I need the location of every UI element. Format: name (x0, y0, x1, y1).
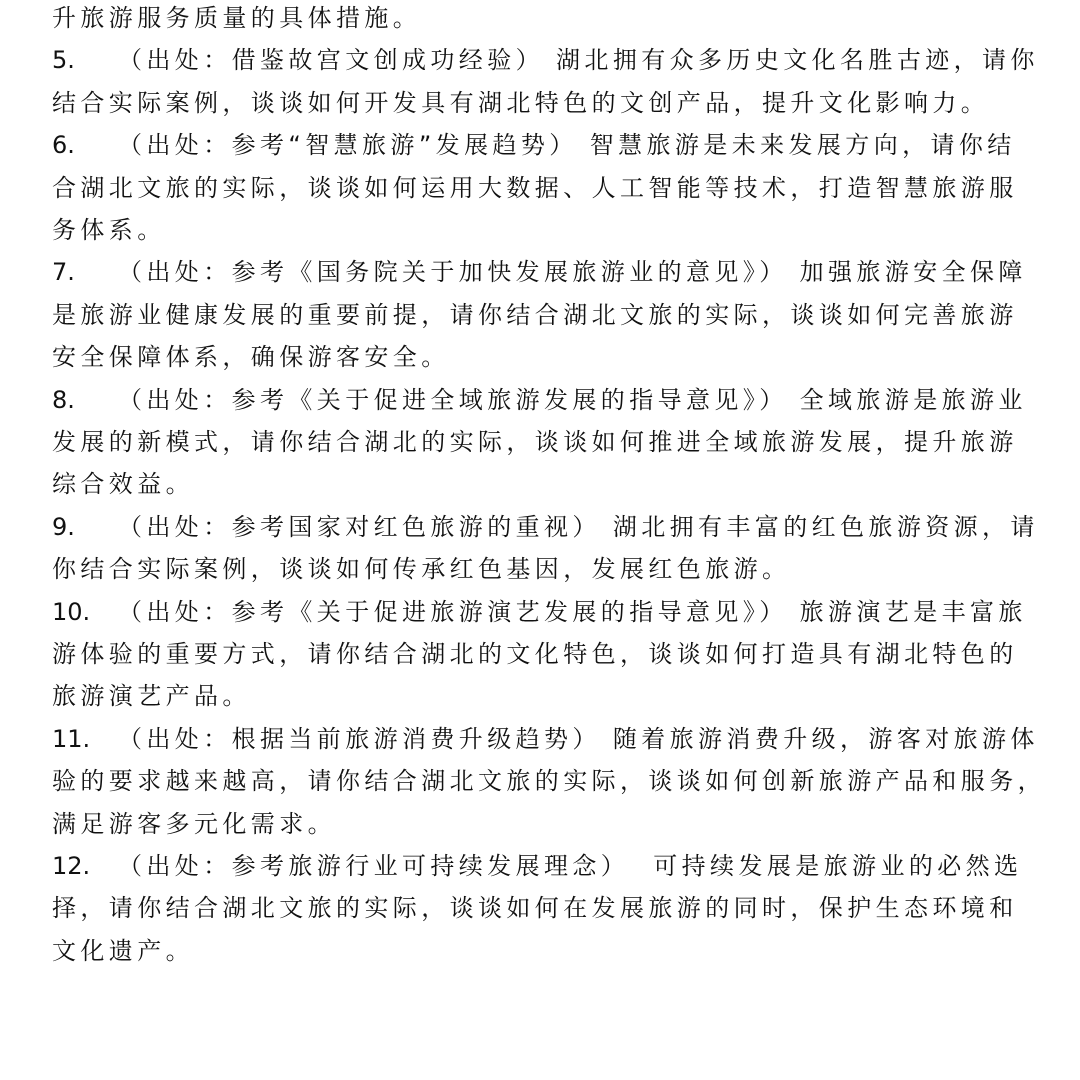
item-text-line: 是旅游业健康发展的重要前提，请你结合湖北文旅的实际，谈谈如何完善旅游 (52, 300, 1018, 329)
item-source-line: （出处：参考《关于促进全域旅游发展的指导意见》） 全域旅游是旅游业 (118, 385, 1027, 414)
item-source-line: （出处：借鉴故宫文创成功经验） 湖北拥有众多历史文化名胜古迹，请你 (118, 46, 1039, 75)
item-source-line: （出处：参考《国务院关于加快发展旅游业的意见》） 加强旅游安全保障 (118, 258, 1027, 287)
item-number: 12. (52, 852, 91, 880)
item-number: 9. (52, 512, 75, 541)
item-text-line: 文化遗产。 (52, 936, 194, 965)
item-text-line: 旅游演艺产品。 (52, 682, 251, 711)
item-number: 8. (52, 385, 75, 414)
item-text-line: 满足游客多元化需求。 (52, 809, 336, 838)
item-source-line: （出处：参考《关于促进旅游演艺发展的指导意见》） 旅游演艺是丰富旅 (118, 597, 1027, 626)
item-text-line: 务体系。 (52, 216, 166, 244)
item-text-line: 验的要求越来越高，请你结合湖北文旅的实际，谈谈如何创新旅游产品和服务， (52, 767, 1046, 796)
item-number: 7. (52, 258, 75, 287)
intro-line: 升旅游服务质量的具体措施。 (52, 4, 422, 32)
item-text-line: 择，请你结合湖北文旅的实际，谈谈如何在发展旅游的同时，保护生态环境和 (52, 894, 1018, 923)
item-text-line: 游体验的重要方式，请你结合湖北的文化特色，谈谈如何打造具有湖北特色的 (52, 640, 1018, 668)
item-source-line: （出处：参考旅游行业可持续发展理念） 可持续发展是旅游业的必然选 (118, 852, 1023, 880)
item-text-line: 发展的新模式，请你结合湖北的实际，谈谈如何推进全域旅游发展，提升旅游 (52, 428, 1018, 456)
item-source-line: （出处：参考“智慧旅游”发展趋势） 智慧旅游是未来发展方向，请你结 (118, 131, 1016, 160)
item-source-line: （出处：根据当前旅游消费升级趋势） 随着旅游消费升级，游客对旅游体 (118, 724, 1039, 753)
item-text-line: 合湖北文旅的实际，谈谈如何运用大数据、人工智能等技术，打造智慧旅游服 (52, 173, 1018, 202)
item-number: 11. (52, 724, 91, 753)
item-number: 10. (52, 597, 91, 626)
item-text-line: 你结合实际案例，谈谈如何传承红色基因，发展红色旅游。 (52, 555, 791, 584)
item-number: 6. (52, 131, 75, 160)
item-text-line: 综合效益。 (52, 470, 194, 499)
item-text-line: 结合实际案例，谈谈如何开发具有湖北特色的文创产品，提升文化影响力。 (52, 88, 990, 117)
item-number: 5. (52, 46, 75, 75)
item-text-line: 安全保障体系，确保游客安全。 (52, 343, 450, 372)
item-source-line: （出处：参考国家对红色旅游的重视） 湖北拥有丰富的红色旅游资源，请 (118, 512, 1039, 541)
